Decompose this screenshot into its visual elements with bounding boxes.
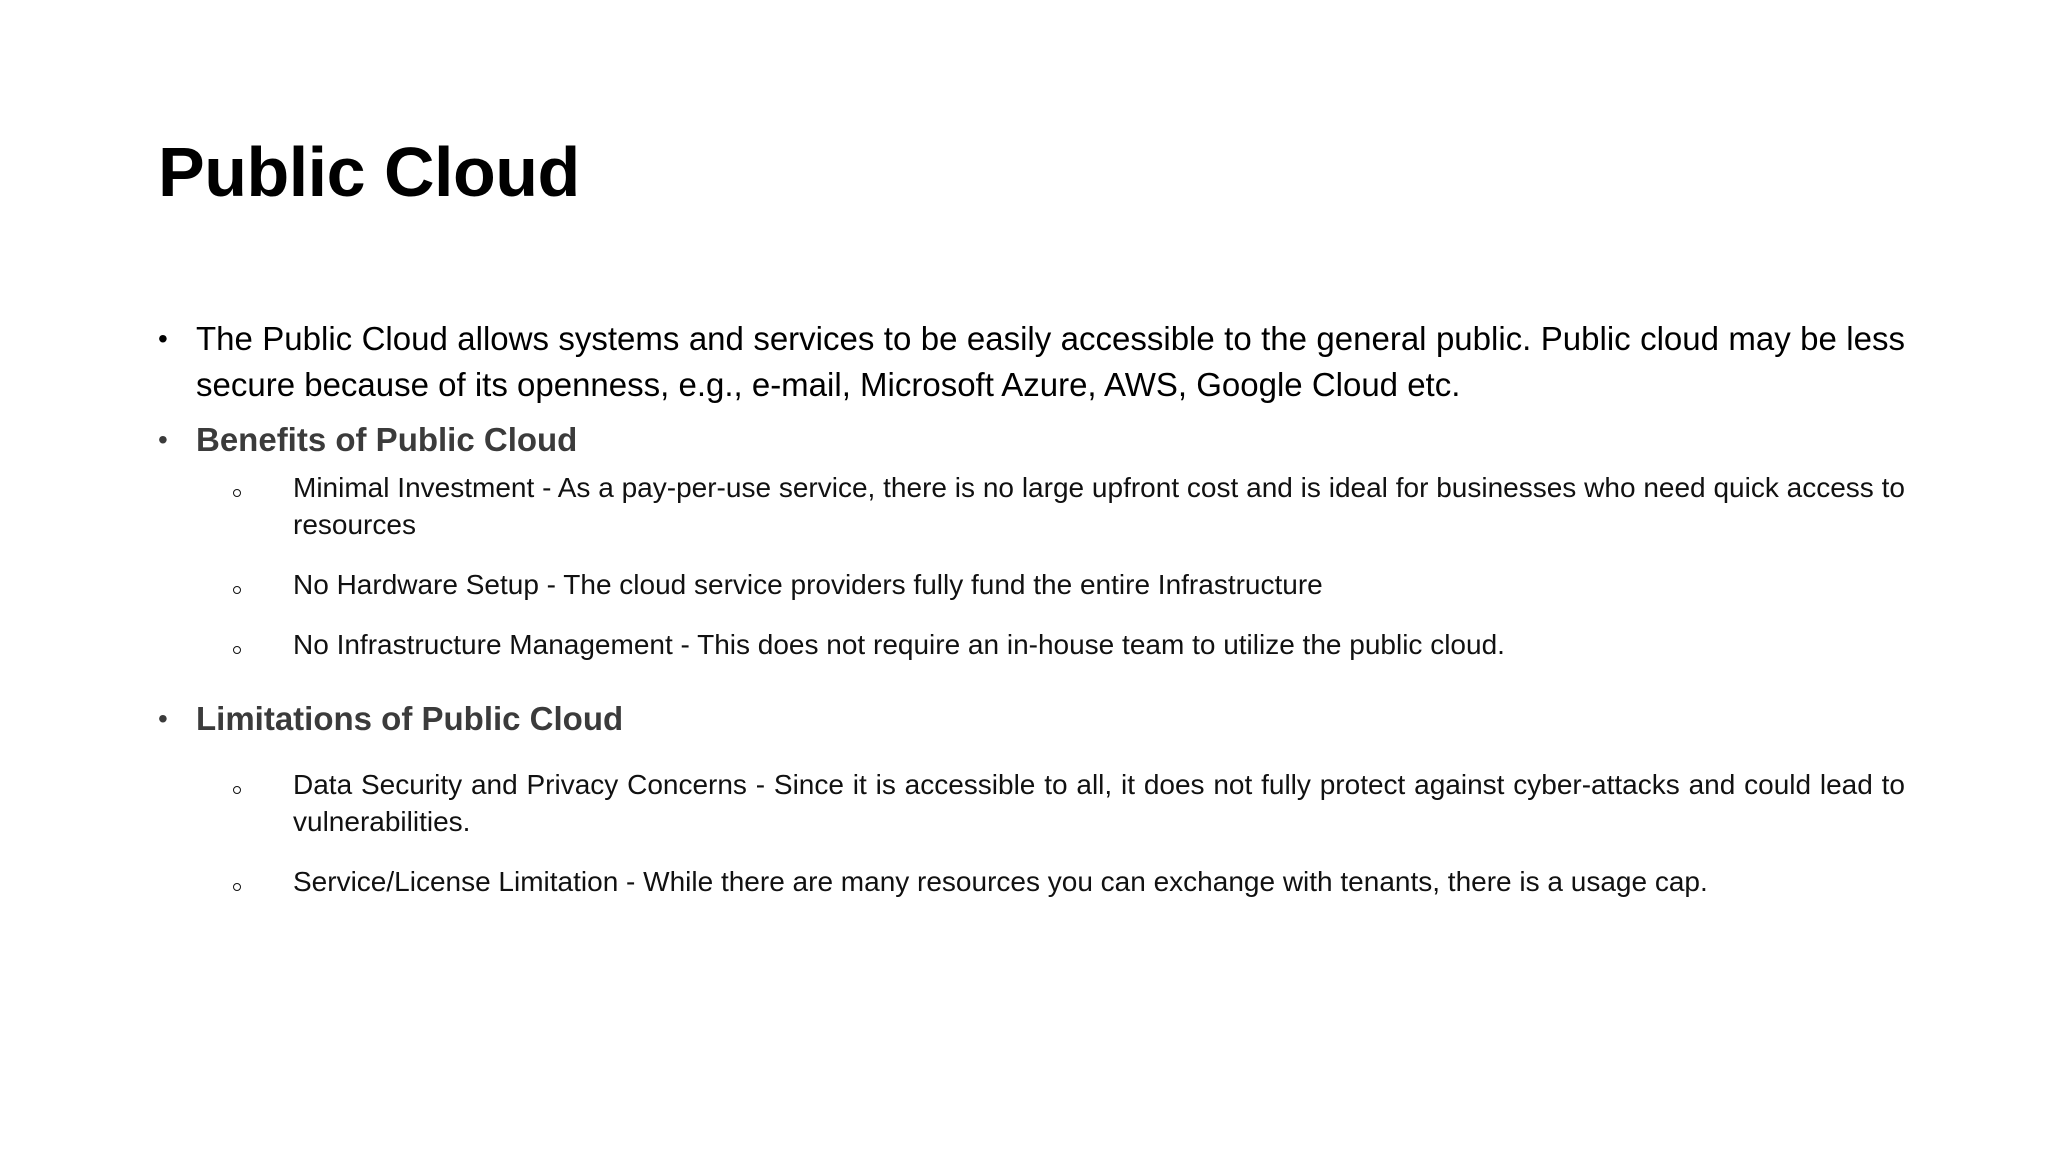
benefits-heading-text: Benefits of Public Cloud (196, 421, 578, 458)
bullet-icon: • (158, 424, 168, 455)
list-item (158, 626, 1905, 663)
list-item (158, 766, 1905, 840)
intro-bullet (158, 316, 1905, 408)
list-item (158, 566, 1905, 603)
slide-content (158, 316, 1905, 900)
list-item-text: No Hardware Setup - The cloud service providers fully fund the entire Infrastructure (293, 569, 1323, 600)
slide-title: Public Cloud (158, 133, 580, 211)
list-item-text: Minimal Investment - As a pay-per-use service, there is no large upfront cost and is ideal for businesses who need quick access to resources (293, 472, 1905, 540)
hollow-circle-bullet-icon (233, 786, 241, 794)
hollow-circle-bullet-icon (233, 646, 241, 654)
bullet-icon: • (158, 323, 168, 354)
benefits-heading (158, 417, 1905, 463)
list-item-text: Service/License Limitation - While there are many resources you can exchange with tenants, there is a usage cap. (293, 866, 1708, 897)
list-item (158, 863, 1905, 900)
hollow-circle-bullet-icon (233, 586, 241, 594)
intro-text: The Public Cloud allows systems and services to be easily accessible to the general public. Public cloud may be less secure because of its openness, e.g., e-mail, Microsoft Azure, AWS, Google Cloud etc. (196, 320, 1905, 403)
benefits-list (158, 469, 1905, 663)
limitations-heading (158, 696, 1905, 742)
hollow-circle-bullet-icon (233, 489, 241, 497)
limitations-heading-text: Limitations of Public Cloud (196, 700, 624, 737)
list-item (158, 469, 1905, 543)
list-item-text: Data Security and Privacy Concerns - Since it is accessible to all, it does not fully protect against cyber-attacks and could lead to vulnerabilities. (293, 769, 1905, 837)
limitations-list (158, 766, 1905, 900)
bullet-icon: • (158, 703, 168, 734)
hollow-circle-bullet-icon (233, 883, 241, 891)
list-item-text: No Infrastructure Management - This does not require an in-house team to utilize the public cloud. (293, 629, 1505, 660)
